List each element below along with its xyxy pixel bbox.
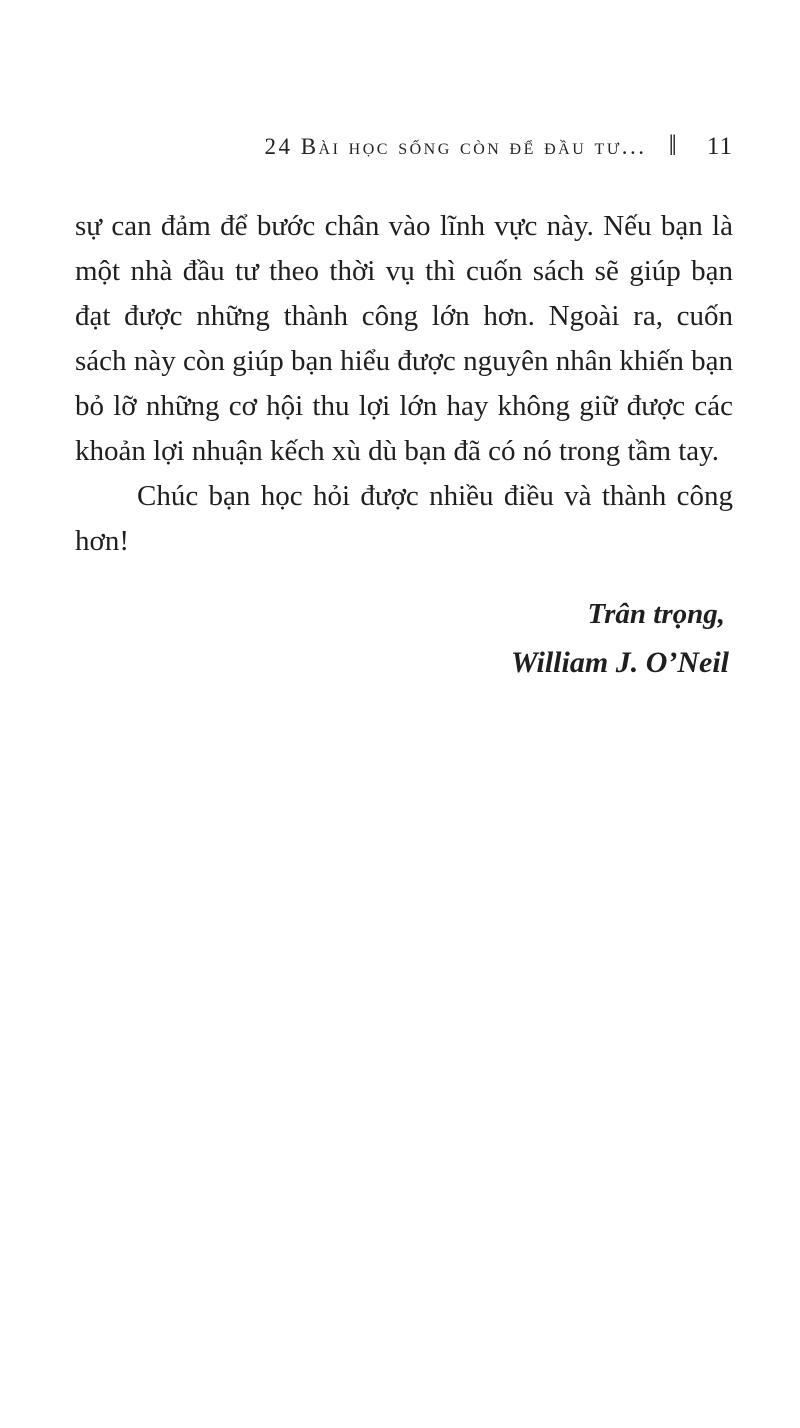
page-number: 11 [706, 133, 733, 160]
running-header-title: 24 Bài học sống còn để đầu tư... [264, 134, 647, 159]
text-column [75, 129, 733, 689]
paragraph-wish: Chúc bạn học hỏi được nhiều điều và thành công hơn! [75, 480, 733, 557]
signature-block [75, 592, 733, 689]
running-header [75, 129, 733, 162]
header-separator-double-bar: ‖ [668, 129, 677, 162]
signature-closing: Trân trọng, [587, 598, 725, 630]
signature-author-name: William J. O’Neil [510, 646, 729, 679]
paragraph-continued: sự can đảm để bước chân vào lĩnh vực này. Nếu bạn là một nhà đầu tư theo thời vụ thì cuốn sách sẽ giúp bạn đạt được những thành công lớn hơn. Ngoài ra, cuốn sách này còn giúp bạn hiểu được nguyên nhân khiến bạn bỏ lỡ những cơ hội thu lợi lớn hay không giữ được các khoản lợi nhuận kếch xù dù bạn đã có nó trong tầm tay. [75, 210, 733, 467]
body-text [75, 204, 733, 564]
